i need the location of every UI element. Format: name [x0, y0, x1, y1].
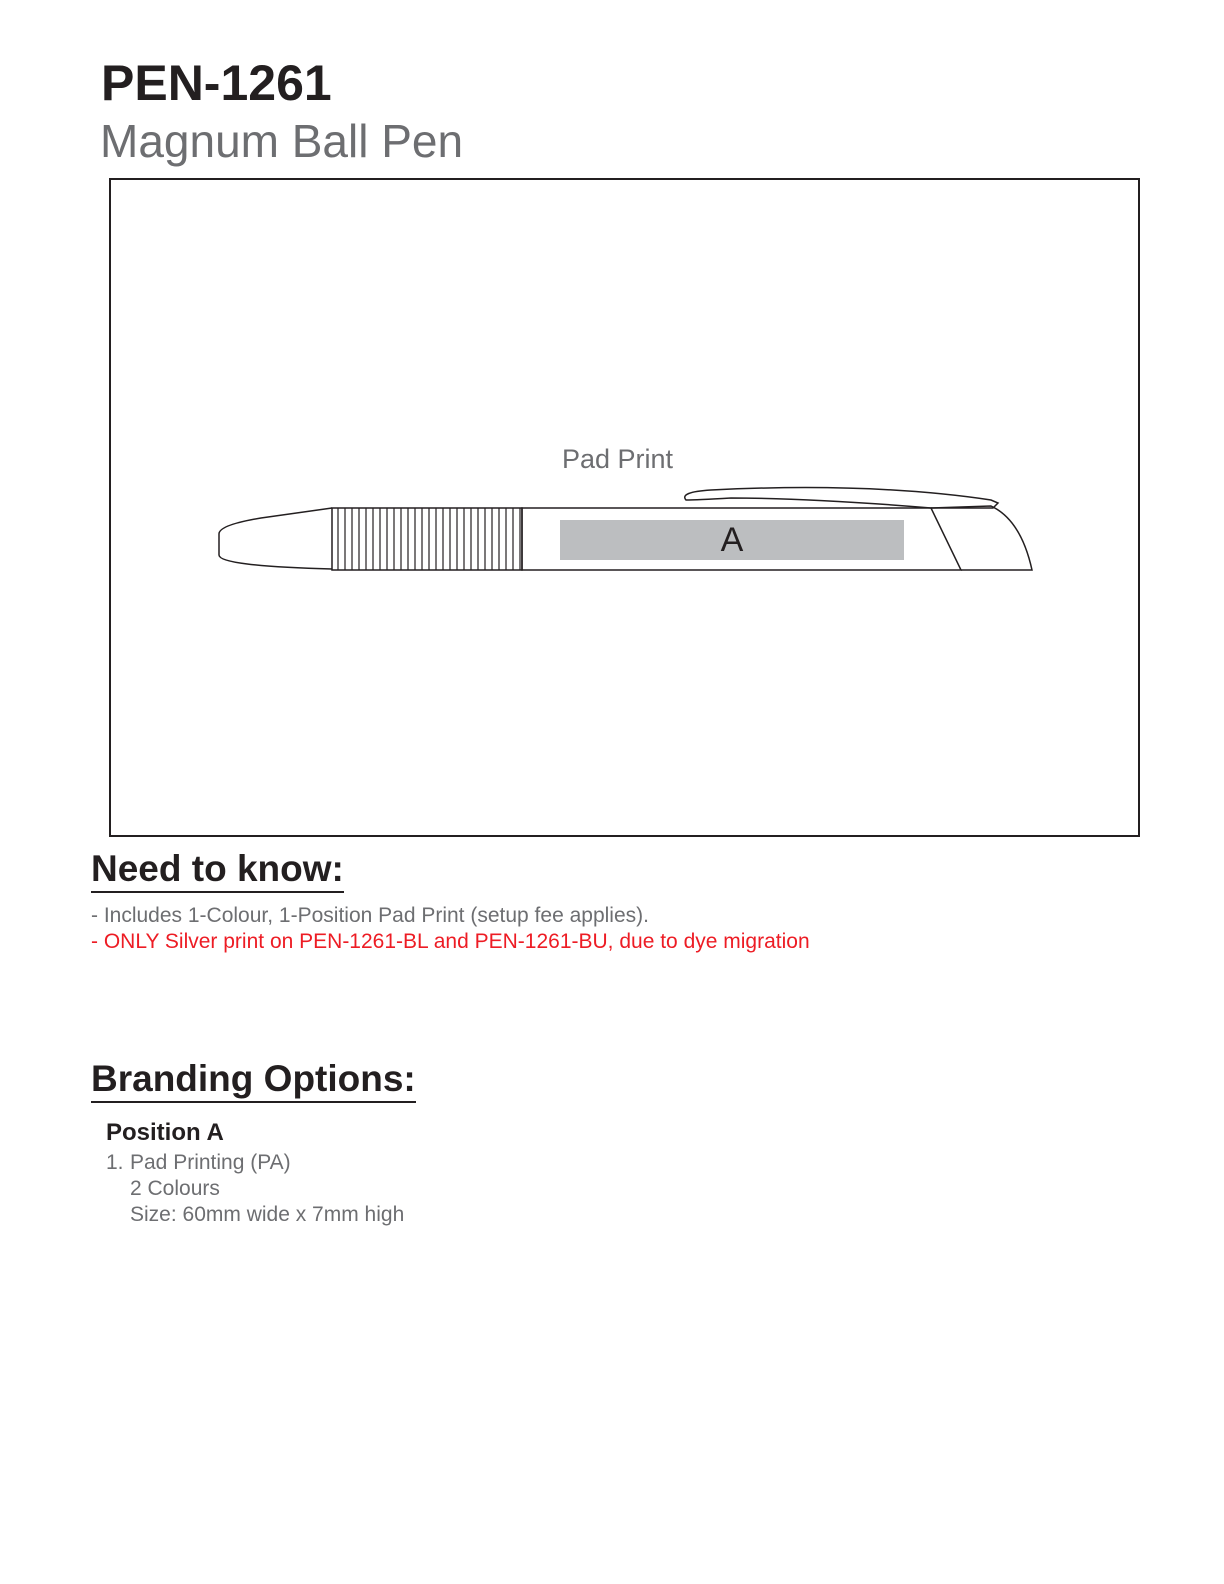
- note-included-print: - Includes 1-Colour, 1-Position Pad Print (setup fee applies).: [91, 904, 649, 927]
- pen-tip-outline: [219, 508, 332, 569]
- pen-grip: [332, 508, 522, 570]
- product-drawing-frame: [109, 178, 1140, 837]
- need-to-know-heading: Need to know:: [91, 850, 344, 893]
- pen-clip: [685, 488, 998, 508]
- pen-drawing: [111, 180, 1138, 835]
- option-colours: 2 Colours: [130, 1177, 220, 1200]
- option-number: 1.: [106, 1151, 124, 1174]
- pen-grip-ridges: [338, 508, 520, 570]
- print-method-label: Pad Print: [562, 444, 674, 474]
- position-title: Position A: [106, 1119, 224, 1146]
- branding-options-heading: Branding Options:: [91, 1060, 416, 1103]
- product-name: Magnum Ball Pen: [100, 115, 464, 167]
- option-method: Pad Printing (PA): [130, 1151, 291, 1174]
- print-area-letter: A: [720, 521, 744, 559]
- option-size: Size: 60mm wide x 7mm high: [130, 1203, 405, 1226]
- product-code: PEN-1261: [101, 55, 332, 111]
- note-silver-only-warning: - ONLY Silver print on PEN-1261-BL and PEN-1261-BU, due to dye migration: [91, 930, 810, 953]
